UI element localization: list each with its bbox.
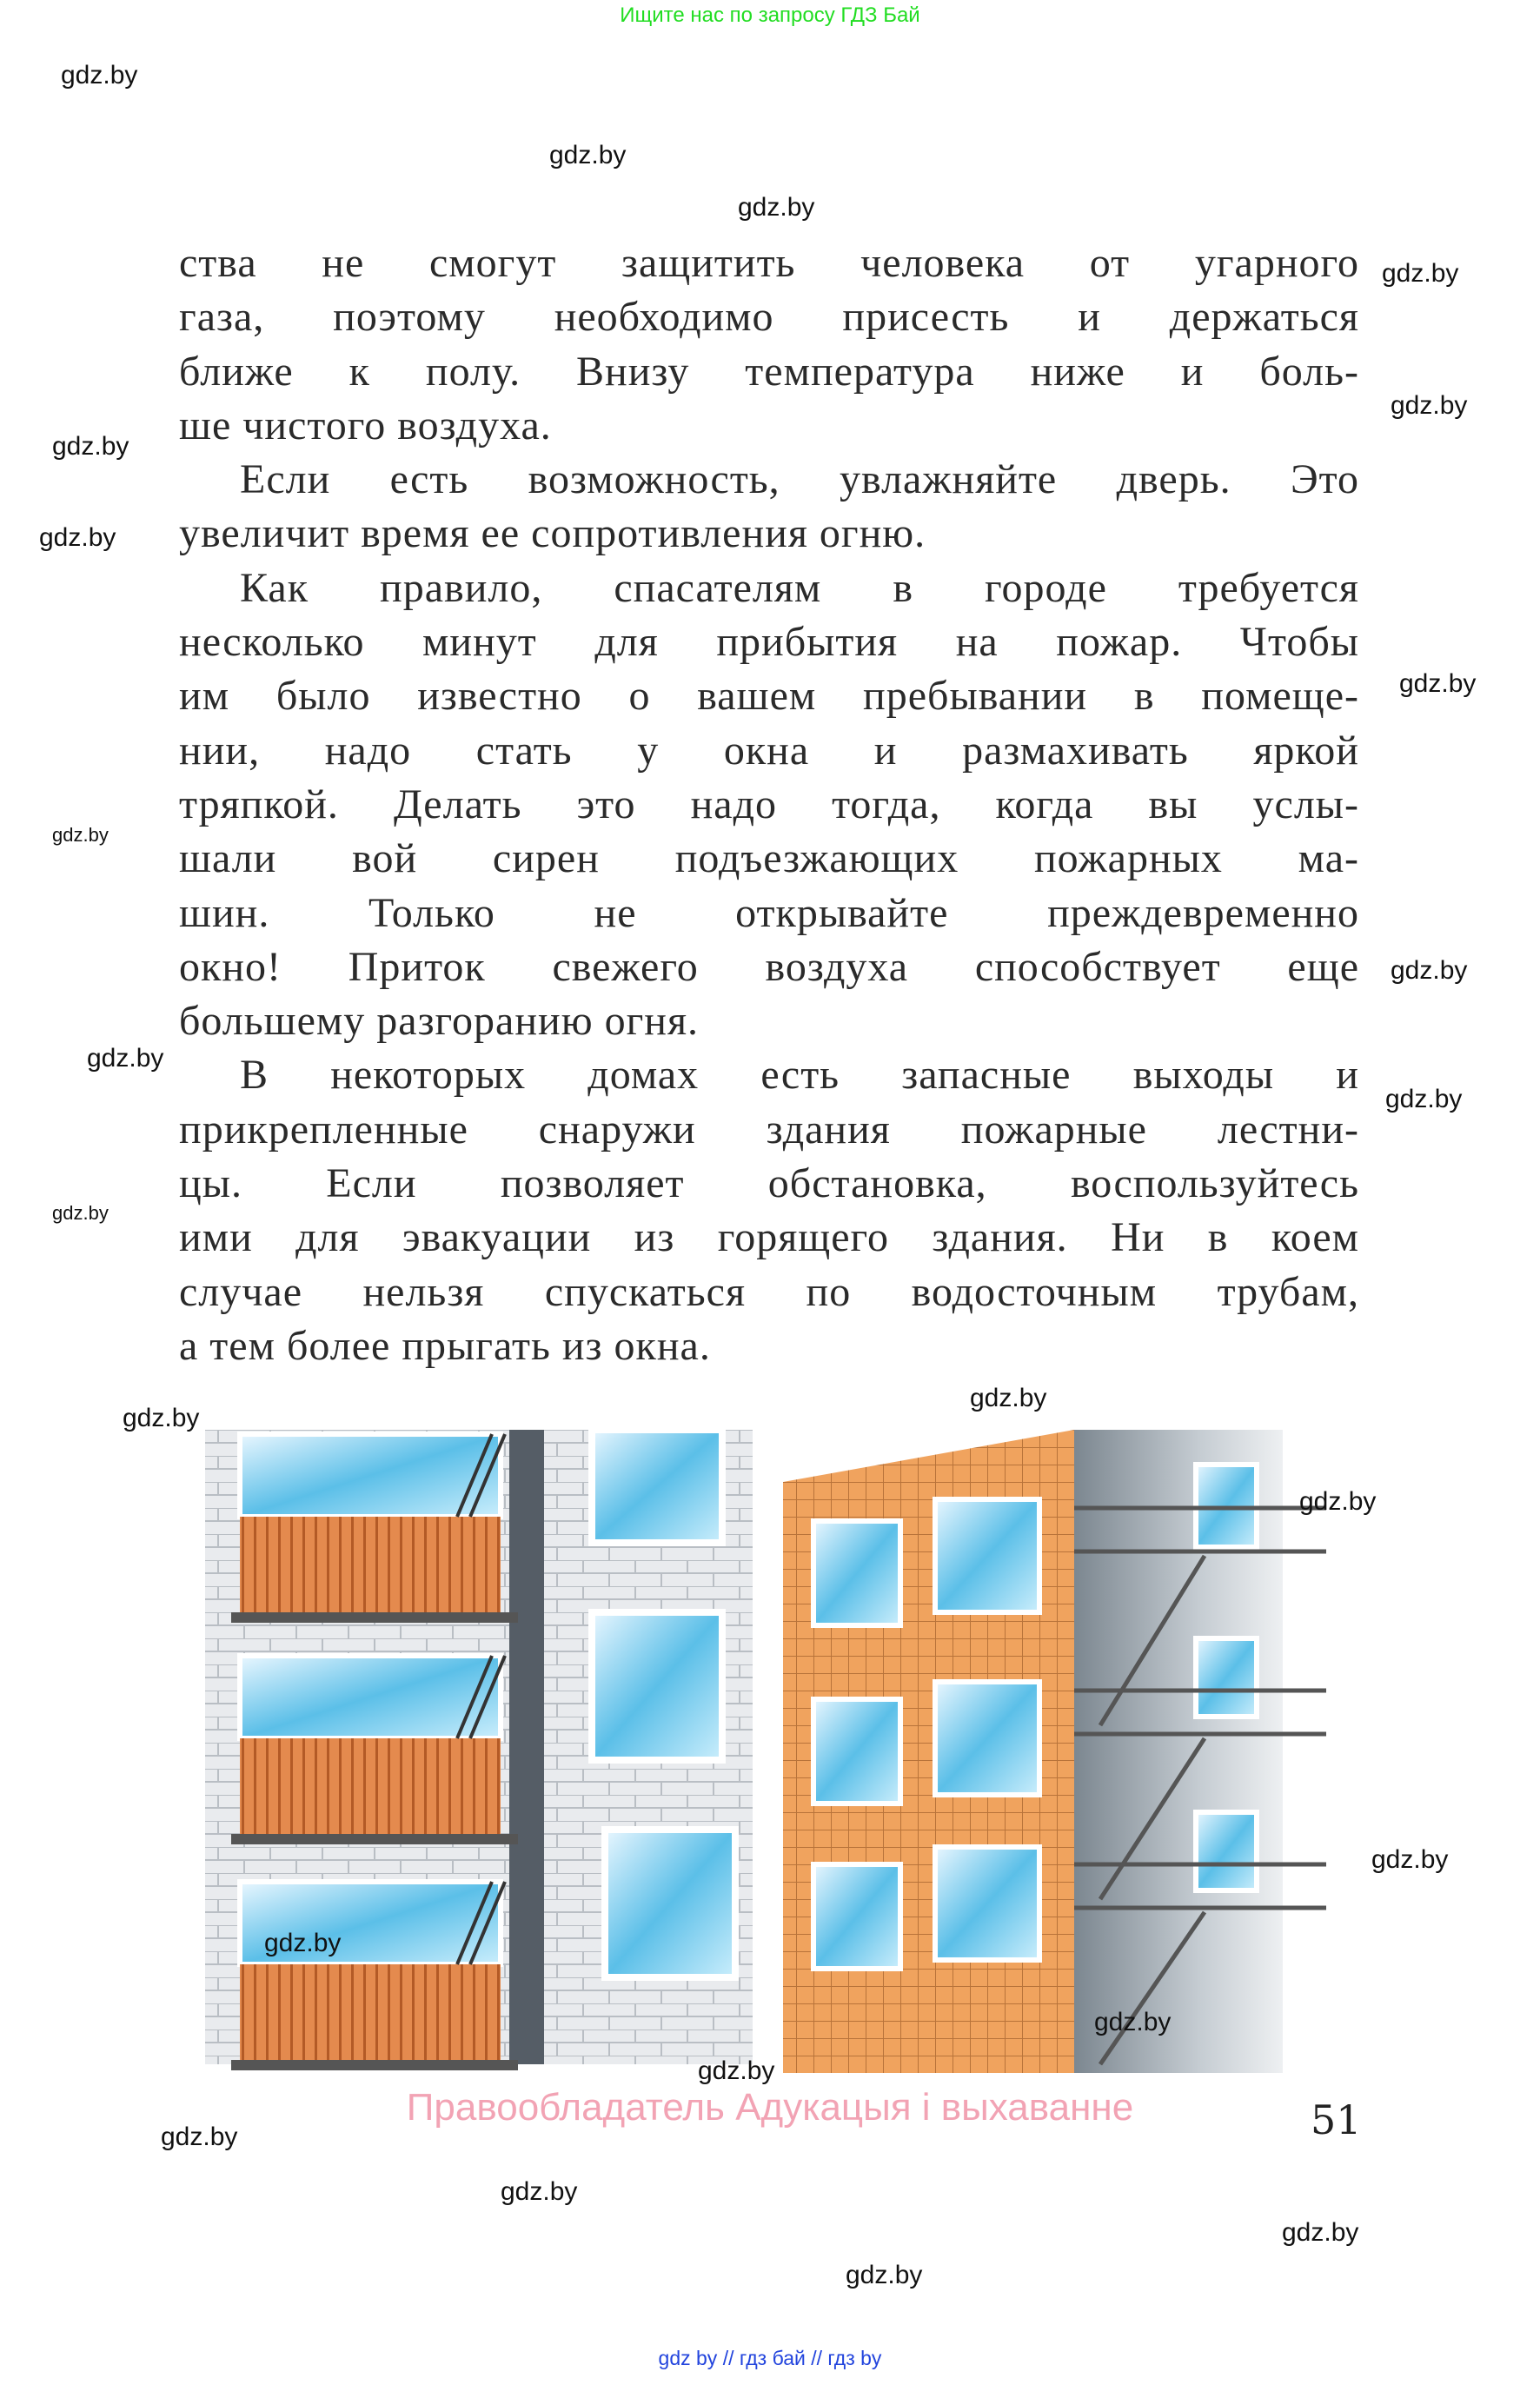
watermark: gdz.by: [264, 1929, 342, 1957]
watermark: gdz.by: [1371, 1845, 1449, 1874]
watermark: gdz.by: [846, 2261, 923, 2289]
watermark: gdz.by: [1382, 259, 1459, 288]
text-line: случае нельзя спускаться по водосточным трубам,: [179, 1268, 1359, 1315]
text-line: им было известно о вашем пребывании в помеще-: [179, 673, 1359, 720]
watermark: gdz.by: [1282, 2218, 1359, 2247]
watermark: gdz.by: [161, 2123, 238, 2151]
copyright-notice: Правообладатель Адукацыя і выхаванне: [406, 2086, 1134, 2129]
text-line: тряпкой. Делать это надо тогда, когда вы услы-: [179, 781, 1359, 827]
watermark: gdz.by: [970, 1384, 1047, 1412]
text-line: ближе к полу. Внизу температура ниже и боль-: [179, 348, 1359, 395]
watermark: gdz.by: [52, 432, 129, 461]
watermark: gdz.by: [1094, 2008, 1172, 2036]
buildings-illustration: [205, 1430, 1326, 2073]
watermark: gdz.by: [39, 523, 116, 552]
text-line: несколько минут для прибытия на пожар. Чтобы: [179, 619, 1359, 666]
watermark: gdz.by: [1299, 1487, 1377, 1516]
text-line: Как правило, спасателям в городе требуется: [240, 564, 1359, 611]
text-line: ше чистого воздуха.: [179, 402, 552, 448]
text-line: увеличит время ее сопротивления огню.: [179, 510, 926, 557]
watermark: gdz.by: [52, 1202, 109, 1224]
watermark: gdz.by: [549, 141, 627, 169]
text-line: газа, поэтому необходимо присесть и держаться: [179, 294, 1359, 341]
watermark: gdz.by: [1391, 391, 1468, 420]
text-line: а тем более прыгать из окна.: [179, 1322, 711, 1369]
text-line: шали вой сирен подъезжающих пожарных ма-: [179, 835, 1359, 882]
watermark: gdz.by: [698, 2056, 775, 2085]
footer-links[interactable]: gdz by // гдз бай // гдз by: [658, 2347, 882, 2369]
watermark: gdz.by: [52, 824, 109, 846]
watermark: gdz.by: [1385, 1085, 1463, 1113]
text-line: цы. Если позволяет обстановка, воспользуйтесь: [179, 1160, 1359, 1207]
watermark: gdz.by: [1391, 956, 1468, 985]
text-line: прикрепленные снаружи здания пожарные лестни-: [179, 1106, 1359, 1153]
body-text: [179, 236, 1359, 1373]
text-line: ства не смогут защитить человека от угарного: [179, 240, 1359, 286]
text-line: В некоторых домах есть запасные выходы и: [240, 1052, 1359, 1099]
page-number: 51: [1311, 2096, 1362, 2143]
watermark: gdz.by: [61, 61, 138, 90]
text-line: нии, надо стать у окна и размахивать яркой: [179, 727, 1359, 774]
watermark: gdz.by: [738, 193, 815, 222]
text-line: окно! Приток свежего воздуха способствует еще: [179, 943, 1359, 990]
text-line: шин. Только не открывайте преждевременно: [179, 889, 1359, 936]
text-line: Если есть возможность, увлажняйте дверь. Это: [240, 456, 1359, 503]
promo-banner[interactable]: Ищите нас по запросу ГДЗ Бай: [620, 3, 920, 27]
watermark: gdz.by: [123, 1404, 200, 1432]
text-line: большему разгоранию огня.: [179, 998, 700, 1045]
watermark: gdz.by: [501, 2177, 578, 2206]
text-line: ими для эвакуации из горящего здания. Ни в коем: [179, 1214, 1359, 1261]
watermark: gdz.by: [87, 1044, 164, 1073]
watermark: gdz.by: [1399, 669, 1477, 698]
